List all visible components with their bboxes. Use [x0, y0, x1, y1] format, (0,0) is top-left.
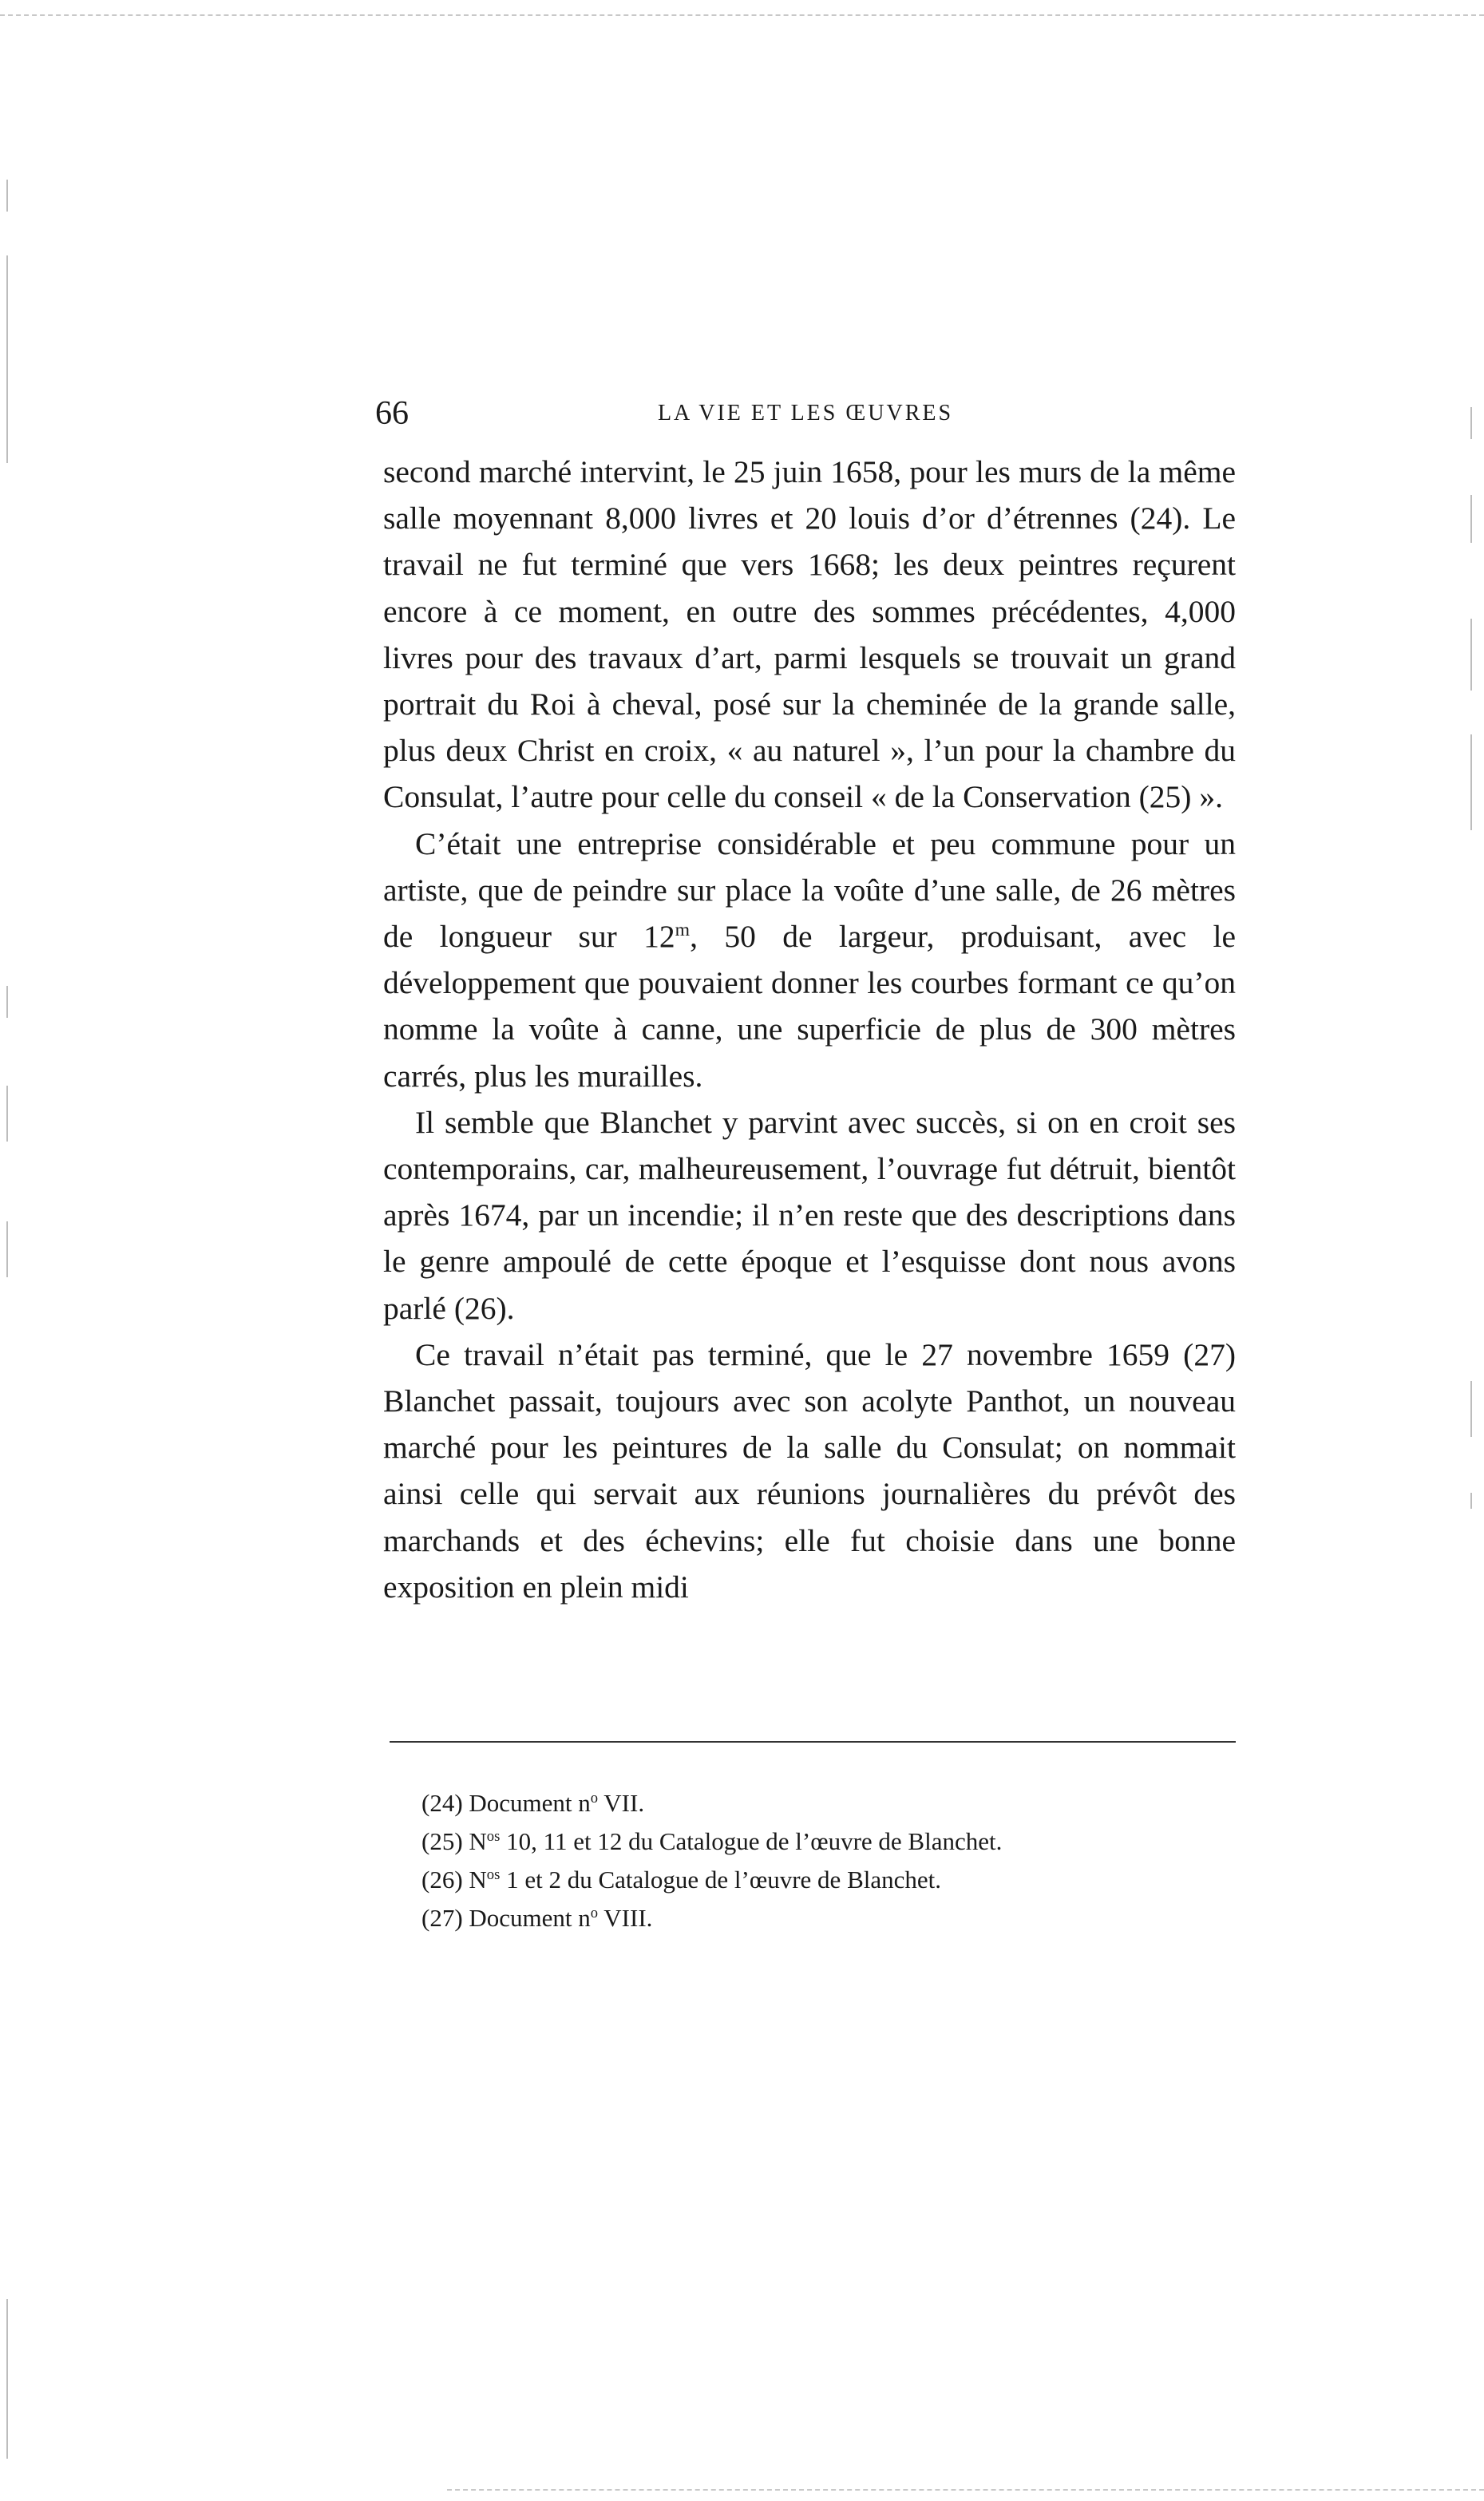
- footnote-number: (24): [421, 1789, 463, 1817]
- scan-edge-right-mark: [1470, 495, 1472, 543]
- running-title: LA VIE ET LES ŒUVRES: [657, 401, 954, 425]
- footnote-text: Document n: [469, 1904, 591, 1932]
- paragraph-text: , 50 de largeur, produisant, avec le développement que pouvaient donner les courbes formant ce qu’on nomme la voûte à canne, une superficie de plus de 300 mètres carrés, plus les murailles.: [383, 919, 1236, 1094]
- page-header: [375, 390, 1236, 437]
- scan-edge-right-mark: [1470, 619, 1472, 691]
- scan-edge-left-mark: [6, 180, 8, 212]
- paragraph: [383, 821, 1236, 1099]
- body-text: [383, 449, 1236, 1610]
- footnote-superscript: os: [486, 1827, 501, 1845]
- paragraph-text: Ce travail n’était pas terminé, que le 27 novembre 1659 (27) Blanchet passait, toujours avec son acolyte Panthot, un nouveau marché pour les peintures de la salle du Consulat; on nommait ainsi celle qui servait aux réunions journalières du prévôt des marchands et des échevins; elle fut choisie dans une bonne exposition en plein midi: [383, 1336, 1236, 1605]
- unit-superscript: m: [675, 919, 691, 940]
- scan-edge-right-mark: [1470, 1381, 1472, 1437]
- scan-edge-left-mark: [6, 986, 8, 1018]
- footnote-number: (26): [421, 1866, 463, 1894]
- scan-edge-left-mark: [6, 1086, 8, 1142]
- footnote-superscript: os: [486, 1866, 501, 1883]
- footnote: [421, 1861, 1236, 1899]
- scan-edge-left-mark: [6, 2299, 8, 2459]
- scan-edge-bottom: [447, 2489, 1484, 2491]
- footnote-number: (25): [421, 1827, 463, 1855]
- scan-edge-right-mark: [1470, 734, 1472, 830]
- scan-edge-top: [0, 14, 1484, 16]
- footnote: [421, 1784, 1236, 1822]
- footnote-text: 1 et 2 du Catalogue de l’œuvre de Blanchet.: [500, 1866, 942, 1894]
- paragraph-text: C’était une entreprise considérable et peu commune pour un artiste, que de peindre sur place la voûte d’une salle, de 26 mètres de longueur sur 12: [383, 825, 1236, 955]
- footnote-superscript: o: [590, 1904, 599, 1921]
- scan-edge-right-mark: [1470, 407, 1472, 439]
- footnote-text: N: [469, 1866, 487, 1894]
- footnote-text: N: [469, 1827, 487, 1855]
- footnote-text: VIII.: [598, 1904, 653, 1932]
- footnote: [421, 1899, 1236, 1937]
- footnote-divider: [390, 1741, 1236, 1743]
- footnote-number: (27): [421, 1904, 463, 1932]
- footnote-text: 10, 11 et 12 du Catalogue de l’œuvre de Blanchet.: [500, 1827, 1003, 1855]
- scan-edge-left-mark: [6, 255, 8, 463]
- paragraph-text: Il semble que Blanchet y parvint avec succès, si on en croit ses contemporains, car, malheureusement, l’ouvrage fut détruit, bientôt après 1674, par un incendie; il n’en reste que des descriptions dans le genre ampoulé de cette époque et l’esquisse dont nous avons parlé (26).: [383, 1104, 1236, 1326]
- footnote: [421, 1822, 1236, 1861]
- footnote-text: Document n: [469, 1789, 591, 1817]
- footnote-superscript: o: [590, 1789, 599, 1806]
- footnote-text: VII.: [598, 1789, 645, 1817]
- scan-edge-right-mark: [1470, 1493, 1472, 1509]
- paragraph: [383, 449, 1236, 821]
- footnotes: [421, 1784, 1236, 1937]
- paragraph: [383, 1099, 1236, 1332]
- scan-edge-left-mark: [6, 1221, 8, 1277]
- paragraph-text: second marché intervint, le 25 juin 1658, pour les murs de la même salle moyennant 8,000 livres et 20 louis d’or d’étrennes (24). Le travail ne fut terminé que vers 1668; les deux peintres reçurent encore à ce moment, en outre des sommes précédentes, 4,000 livres pour des travaux d’art, parmi lesquels se trouvait un grand portrait du Roi à cheval, posé sur la cheminée de la grande salle, plus deux Christ en croix, « au naturel », l’un pour la chambre du Consulat, l’autre pour celle du conseil « de la Conservation (25) ».: [383, 454, 1236, 815]
- paragraph: [383, 1332, 1236, 1610]
- page-number: 66: [375, 395, 409, 432]
